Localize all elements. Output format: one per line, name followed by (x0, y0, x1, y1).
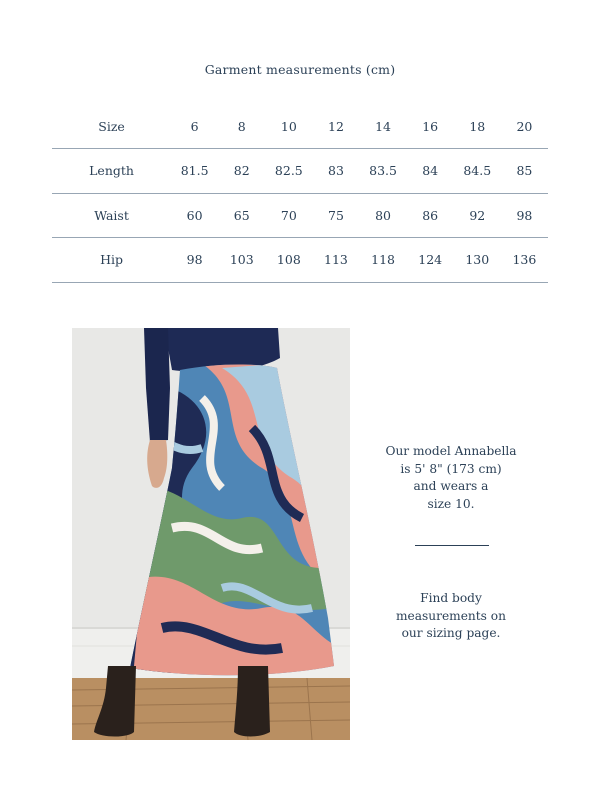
size-header-cell: 20 (516, 118, 533, 134)
table-cell: 80 (360, 193, 407, 238)
table-cell: 84 (407, 149, 454, 194)
size-header-cell: 10 (280, 118, 297, 134)
divider (415, 545, 489, 546)
sizing-note-line: Find body (420, 591, 482, 605)
size-header-cell: 8 (237, 118, 246, 134)
table-cell: 60 (171, 193, 218, 238)
table-cell: 118 (360, 238, 407, 283)
table-cell: 83 (312, 149, 359, 194)
table-row-hip (52, 238, 548, 283)
table-cell: 65 (218, 193, 265, 238)
table-cell: 83.5 (360, 149, 407, 194)
model-info-line: is 5' 8" (173 cm) (400, 461, 502, 476)
table-cell: 84.5 (454, 149, 501, 194)
table-cell: 124 (407, 238, 454, 283)
table-row-length (52, 149, 548, 194)
size-header-row (52, 104, 548, 149)
size-header-cell: 12 (328, 118, 344, 134)
table-cell: 82 (218, 149, 265, 194)
table-cell: 92 (454, 193, 501, 238)
table-cell: 75 (312, 193, 359, 238)
table-cell: 108 (265, 238, 312, 283)
size-chart-table (52, 104, 548, 283)
table-cell: 86 (407, 193, 454, 238)
table-cell: 98 (171, 238, 218, 283)
table-cell: 98 (501, 193, 548, 238)
sizing-page-note (374, 590, 528, 643)
row-label: Hip (52, 238, 171, 283)
table-cell: 82.5 (265, 149, 312, 194)
model-info-line: size 10. (427, 496, 475, 511)
table-row-waist (52, 193, 548, 238)
size-header-cell: 16 (422, 118, 439, 134)
table-cell: 103 (218, 238, 265, 283)
size-header-cell: 14 (375, 118, 392, 134)
model-photo (72, 328, 350, 740)
model-info-text (374, 443, 528, 513)
table-cell: 136 (501, 238, 548, 283)
table-cell: 113 (312, 238, 359, 283)
model-info-line: Our model Annabella (385, 444, 517, 458)
row-label: Length (52, 149, 171, 194)
table-cell: 85 (501, 149, 548, 194)
size-header-cell: 6 (190, 118, 199, 134)
table-cell: 130 (454, 238, 501, 283)
sizing-note-line: measurements on (395, 608, 506, 623)
size-header-cell: 18 (469, 118, 486, 134)
row-label: Waist (52, 193, 171, 238)
size-header-label: Size (98, 118, 125, 134)
page-title: Garment measurements (cm) (204, 62, 396, 77)
model-info-line: and wears a (413, 479, 489, 494)
sizing-note-line: our sizing page. (401, 626, 501, 641)
table-cell: 81.5 (171, 149, 218, 194)
table-cell: 70 (265, 193, 312, 238)
